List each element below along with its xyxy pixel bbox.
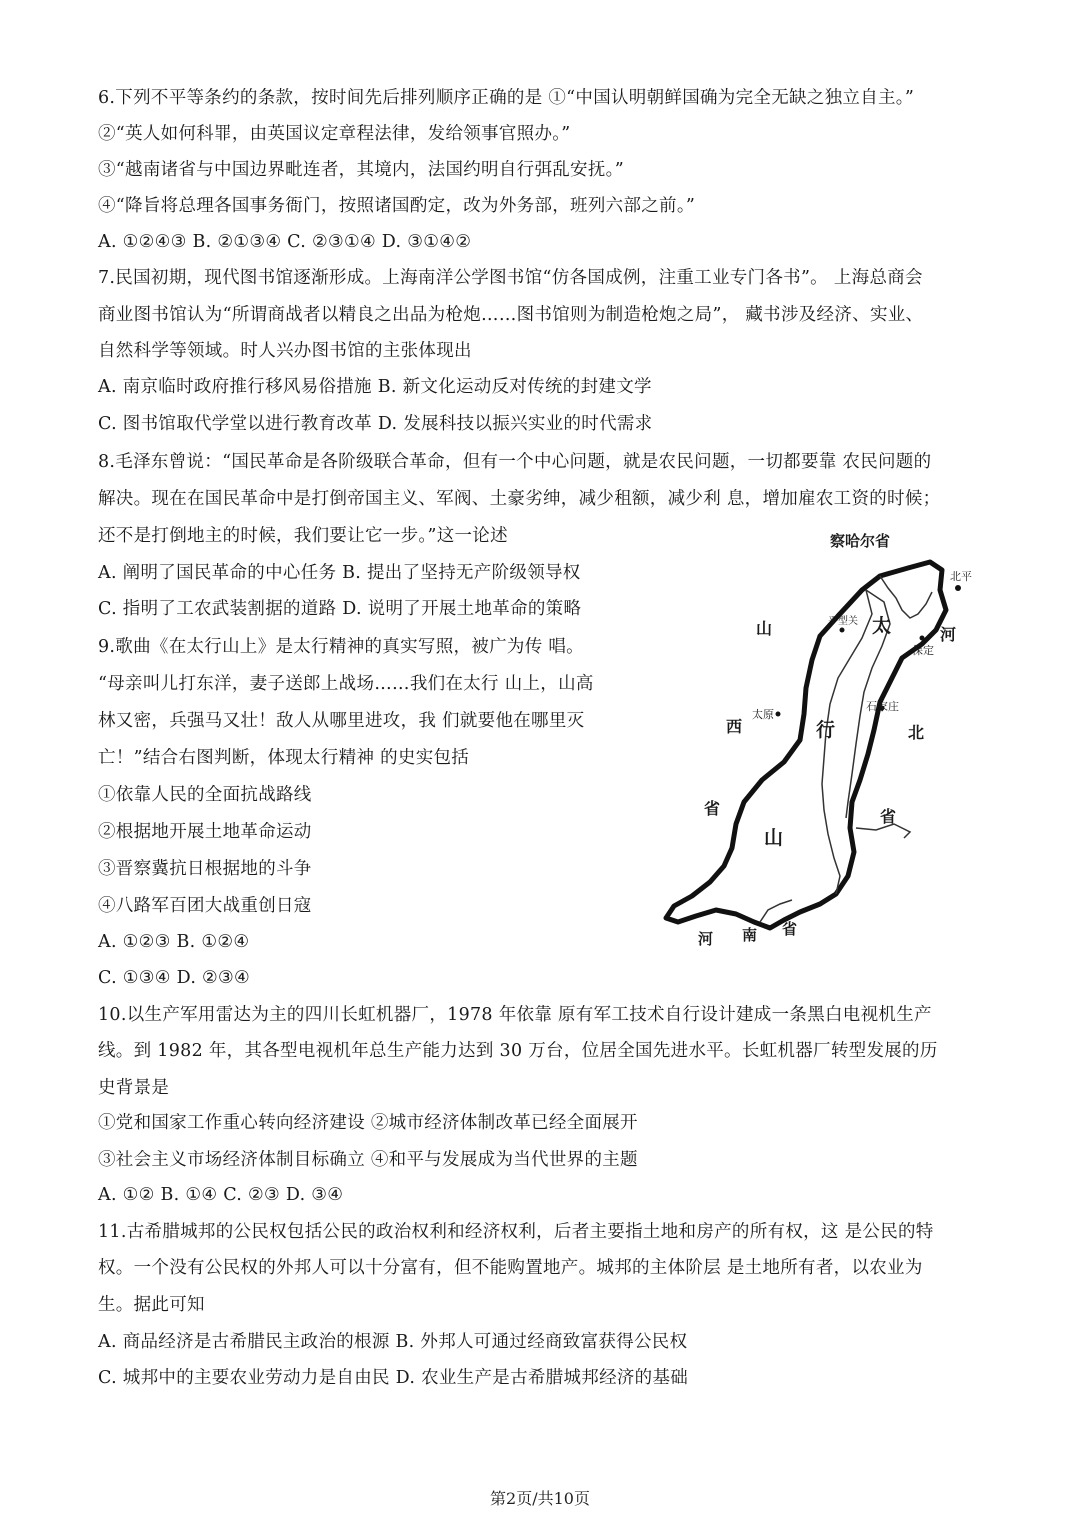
- q6-options: A. ①②④③ B. ②①③④ C. ②③①④ D. ③①④②: [98, 232, 472, 252]
- q6-item-3: ③“越南诸省与中国边界毗连者，其境内，法国约明自行弭乱安抚。”: [98, 160, 624, 180]
- q10-stem-line-1: 10.以生产军用雷达为主的四川长虹机器厂，1978 年依靠 原有军工技术自行设计建成一条黑白电视机生产: [98, 1005, 932, 1025]
- label-hang: 行: [816, 719, 836, 741]
- q9-options-cd: C. ①③④ D. ②③④: [98, 968, 251, 988]
- label-bei: 北: [908, 723, 925, 742]
- q11-stem-line-1: 11.古希腊城邦的公民权包括公民的政治权利和经济权利，后者主要指土地和房产的所有权，这 是公民的特: [98, 1222, 934, 1242]
- label-xi: 西: [726, 717, 743, 736]
- q6-item-2: ②“英人如何科罪，由英国议定章程法律，发给领事官照办。”: [98, 124, 571, 144]
- label-beiping: 北平: [950, 570, 972, 583]
- q9-item-2: ②根据地开展土地革命运动: [98, 822, 312, 842]
- label-he-1: 河: [940, 625, 957, 644]
- label-tai: 太: [872, 615, 892, 637]
- map-river-east: [856, 824, 910, 838]
- taihang-map-figure: [640, 518, 1000, 958]
- q9-item-3: ③晋察冀抗日根据地的斗争: [98, 859, 312, 879]
- label-shan-1: 山: [756, 619, 773, 638]
- map-province-line: [880, 576, 932, 618]
- q9-item-1: ①依靠人民的全面抗战路线: [98, 785, 312, 805]
- label-nan: 南: [742, 926, 758, 944]
- q9-item-4: ④八路军百团大战重创日寇: [98, 896, 312, 916]
- baoding-marker: [920, 636, 925, 641]
- q9-stem-line-1: 9.歌曲《在太行山上》是太行精神的真实写照，被广为传 唱。: [98, 637, 584, 657]
- q8-stem-line-2: 解决。现在在国民革命中是打倒帝国主义、军阀、土豪劣绅，减少租额，减少利 息，增加雇农工资的时候；: [98, 489, 941, 509]
- q6-stem-line-1: 6.下列不平等条约的条款，按时间先后排列顺序正确的是 ①“中国认明朝鲜国确为完全无缺之独立自主。”: [98, 88, 915, 108]
- q7-options-ab: A. 南京临时政府推行移风易俗措施 B. 新文化运动反对传统的封建文学: [98, 377, 652, 397]
- q10-items-12: ①党和国家工作重心转向经济建设 ②城市经济体制改革已经全面展开: [98, 1113, 638, 1133]
- page-number-footer: 第2页/共10页: [490, 1489, 590, 1508]
- q8-options-cd: C. 指明了工农武装割据的道路 D. 说明了开展土地革命的策略: [98, 599, 582, 619]
- q11-options-ab: A. 商品经济是古希腊民主政治的根源 B. 外邦人可通过经商致富获得公民权: [98, 1332, 688, 1352]
- label-pingxingguan: 平型关: [828, 616, 858, 627]
- q9-stem-line-4: 亡！”结合右图判断，体现太行精神 的史实包括: [98, 748, 470, 768]
- label-shijiazhuang: 石家庄: [866, 700, 899, 713]
- label-sheng-3: 省: [782, 920, 798, 938]
- taiyuan-marker: [776, 712, 781, 717]
- q11-stem-line-2: 权。一个没有公民权的外邦人可以十分富有，但不能购置地产。城邦的主体阶层 是土地所有者，以农业为: [98, 1258, 923, 1278]
- label-taiyuan: 太原: [752, 708, 774, 721]
- q10-stem-line-2: 线。到 1982 年，其各型电视机年总生产能力达到 30 万台，位居全国先进水平。长虹机器厂转型发展的历: [98, 1041, 938, 1061]
- q10-options: A. ①② B. ①④ C. ②③ D. ③④: [98, 1185, 344, 1205]
- pingxingguan-marker: [840, 628, 845, 633]
- q8-options-ab: A. 阐明了国民革命的中心任务 B. 提出了坚持无产阶级领导权: [98, 563, 581, 583]
- q7-stem-line-1: 7.民国初期，现代图书馆逐渐形成。上海南洋公学图书馆“仿各国成例，注重工业专门各书”。 上海总商会: [98, 268, 923, 288]
- label-sheng-1: 省: [704, 799, 721, 818]
- beiping-marker: [955, 585, 961, 591]
- label-he-2: 河: [698, 930, 714, 948]
- q6-item-4: ④“降旨将总理各国事务衙门，按照诸国酌定，改为外务部，班列六部之前。”: [98, 196, 696, 216]
- q9-options-ab: A. ①②③ B. ①②④: [98, 932, 250, 952]
- q10-items-34: ③社会主义市场经济体制目标确立 ④和平与发展成为当代世界的主题: [98, 1150, 638, 1170]
- q8-stem-line-3: 还不是打倒地主的时候，我们要让它一步。”这一论述: [98, 526, 508, 546]
- q10-stem-line-3: 史背景是: [98, 1078, 170, 1098]
- q11-stem-line-3: 生。据此可知: [98, 1295, 205, 1315]
- q7-options-cd: C. 图书馆取代学堂以进行教育改革 D. 发展科技以振兴实业的时代需求: [98, 414, 653, 434]
- q9-stem-line-2: “母亲叫儿打东洋，妻子送郎上战场……我们在太行 山上，山高: [98, 674, 594, 694]
- q9-stem-line-3: 林又密，兵强马又壮！敌人从哪里进攻，我 们就要他在哪里灭: [98, 711, 585, 731]
- q7-stem-line-2: 商业图书馆认为“所谓商战者以精良之出品为枪炮……图书馆则为制造枪炮之局”， 藏书涉及经济、实业、: [98, 305, 924, 325]
- map-region-border: [666, 562, 946, 928]
- map-inner-boundary: [822, 590, 872, 894]
- label-sheng-2: 省: [880, 807, 897, 826]
- label-chahaer: 察哈尔省: [830, 532, 891, 550]
- q7-stem-line-3: 自然科学等领域。时人兴办图书馆的主张体现出: [98, 341, 472, 361]
- q11-options-cd: C. 城邦中的主要农业劳动力是自由民 D. 农业生产是古希腊城邦经济的基础: [98, 1368, 689, 1388]
- label-baoding: 保定: [912, 644, 934, 657]
- label-shan-2: 山: [764, 827, 784, 849]
- q8-stem-line-1: 8.毛泽东曾说：“国民革命是各阶级联合革命，但有一个中心问题，就是农民问题，一切都要靠 农民问题的: [98, 452, 932, 472]
